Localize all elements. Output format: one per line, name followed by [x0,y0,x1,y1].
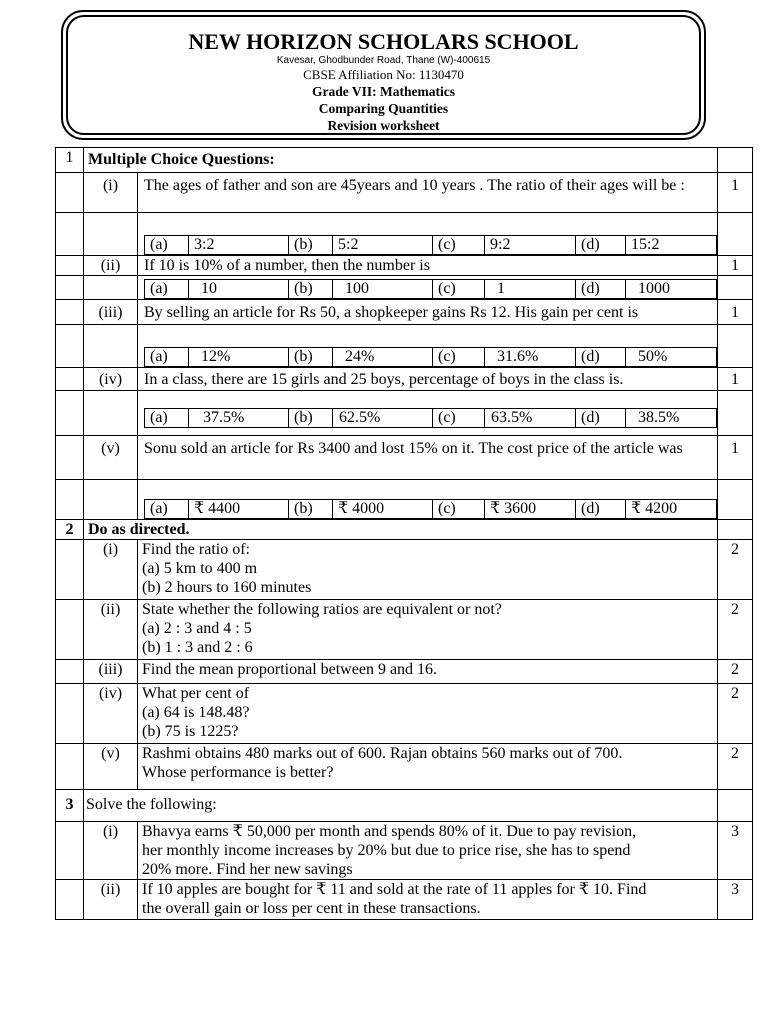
question-marks: 2 [718,744,753,790]
question-row [56,300,753,325]
option-label: (b) [289,409,333,428]
school-name: NEW HORIZON SCHOLARS SCHOOL [188,29,579,54]
options-row [56,325,753,368]
question-marks: 2 [718,660,753,684]
option-value: 37.5% [189,409,289,428]
option-value: 63.5% [485,409,576,428]
question-row [56,173,753,213]
question-row [56,744,753,790]
section-title: Do as directed. [84,520,718,540]
option-value: 62.5% [333,409,433,428]
question-row [56,600,753,660]
option-label: (c) [433,348,485,367]
question-marks: 3 [718,880,753,920]
option-value: 38.5% [626,409,717,428]
question-text: Sonu sold an article for Rs 3400 and lost 15% on it. The cost price of the article was [138,436,718,480]
option-label: (a) [145,500,189,519]
option-value: 1000 [626,280,717,299]
question-number: (iii) [84,300,138,325]
option-label: (b) [289,348,333,367]
option-value: 24% [333,348,433,367]
question-text: If 10 apples are bought for ₹ 11 and sold at the rate of 11 apples for ₹ 10. Find the overall gain or loss per cent in these transactions. [138,880,718,920]
question-text: Find the ratio of: (a) 5 km to 400 m (b) 2 hours to 160 minutes [138,540,718,600]
question-row [56,256,753,276]
option-value: 12% [189,348,289,367]
options-row [56,276,753,300]
question-number: (v) [84,744,138,790]
question-marks: 2 [718,684,753,744]
question-marks: 3 [718,822,753,880]
option-label: (b) [289,236,333,255]
question-marks: 1 [718,368,753,391]
question-row [56,880,753,920]
section-number: 2 [56,520,84,540]
option-label: (a) [145,280,189,299]
option-label: (d) [576,409,626,428]
option-label: (a) [145,409,189,428]
question-row [56,540,753,600]
option-label: (c) [433,280,485,299]
question-text: Find the mean proportional between 9 and 16. [138,660,718,684]
affiliation-number: CBSE Affiliation No: 1130470 [303,67,464,82]
question-number: (ii) [84,880,138,920]
question-row [56,684,753,744]
option-value: 3:2 [189,236,289,255]
question-marks: 2 [718,600,753,660]
question-number: (ii) [84,256,138,276]
question-number: (ii) [84,600,138,660]
question-row [56,368,753,391]
option-label: (d) [576,500,626,519]
question-row [56,436,753,480]
question-text: In a class, there are 15 girls and 25 boys, percentage of boys in the class is. [138,368,718,391]
section-title: Solve the following: [84,790,718,822]
question-row [56,660,753,684]
options-row [56,391,753,436]
option-label: (d) [576,236,626,255]
question-number: (i) [84,540,138,600]
question-marks: 1 [718,173,753,213]
question-text: By selling an article for Rs 50, a shopkeeper gains Rs 12. His gain per cent is [138,300,718,325]
school-address: Kavesar, Ghodbunder Road, Thane (W)-400615 [276,55,491,66]
question-number: (iv) [84,684,138,744]
header-frame [66,15,701,135]
question-number: (i) [84,822,138,880]
option-value: 1 [485,280,576,299]
section-number: 3 [56,790,84,822]
section-header-row [56,520,753,540]
option-value: 10 [189,280,289,299]
question-text: If 10 is 10% of a number, then the number is [138,256,718,276]
options-row [56,213,753,256]
question-marks: 2 [718,540,753,600]
option-label: (a) [145,236,189,255]
option-label: (b) [289,500,333,519]
worksheet-table [55,147,753,920]
question-text: State whether the following ratios are equivalent or not? (a) 2 : 3 and 4 : 5 (b) 1 : 3 and 2 : 6 [138,600,718,660]
question-text: Rashmi obtains 480 marks out of 600. Rajan obtains 560 marks out of 700. Whose performance is better? [138,744,718,790]
question-number: (i) [84,173,138,213]
options-row [56,480,753,520]
question-row [56,822,753,880]
option-label: (a) [145,348,189,367]
options-table [144,347,717,367]
option-value: 15:2 [626,236,717,255]
section-title: Multiple Choice Questions: [84,148,718,173]
chapter-title: Comparing Quantities [318,101,449,116]
option-label: (c) [433,236,485,255]
option-label: (c) [433,500,485,519]
option-label: (d) [576,348,626,367]
question-number: (iii) [84,660,138,684]
worksheet-title: Revision worksheet [327,118,440,133]
option-value: 50% [626,348,717,367]
option-value: 5:2 [333,236,433,255]
question-text: Bhavya earns ₹ 50,000 per month and spends 80% of it. Due to pay revision, her monthly income increases by 20% but due to price rise, she has to spend 20% more. Find her new savings [138,822,718,880]
option-label: (d) [576,280,626,299]
option-value: ₹ 4400 [189,500,289,519]
question-marks: 1 [718,436,753,480]
question-text: The ages of father and son are 45years and 10 years . The ratio of their ages will be : [138,173,718,213]
section-header-row [56,148,753,173]
options-table [144,279,717,299]
options-table [144,499,717,519]
option-value: 9:2 [485,236,576,255]
option-label: (b) [289,280,333,299]
option-value: 100 [333,280,433,299]
option-value: ₹ 4000 [333,500,433,519]
question-text: What per cent of (a) 64 is 148.48? (b) 75 is 1225? [138,684,718,744]
options-table [144,235,717,255]
question-number: (v) [84,436,138,480]
option-value: 31.6% [485,348,576,367]
option-value: ₹ 3600 [485,500,576,519]
option-value: ₹ 4200 [626,500,717,519]
question-number: (iv) [84,368,138,391]
question-marks: 1 [718,256,753,276]
grade-subject: Grade VII: Mathematics [312,84,455,99]
section-header-row [56,790,753,822]
options-table [144,408,717,428]
option-label: (c) [433,409,485,428]
question-marks: 1 [718,300,753,325]
section-number: 1 [56,148,84,173]
